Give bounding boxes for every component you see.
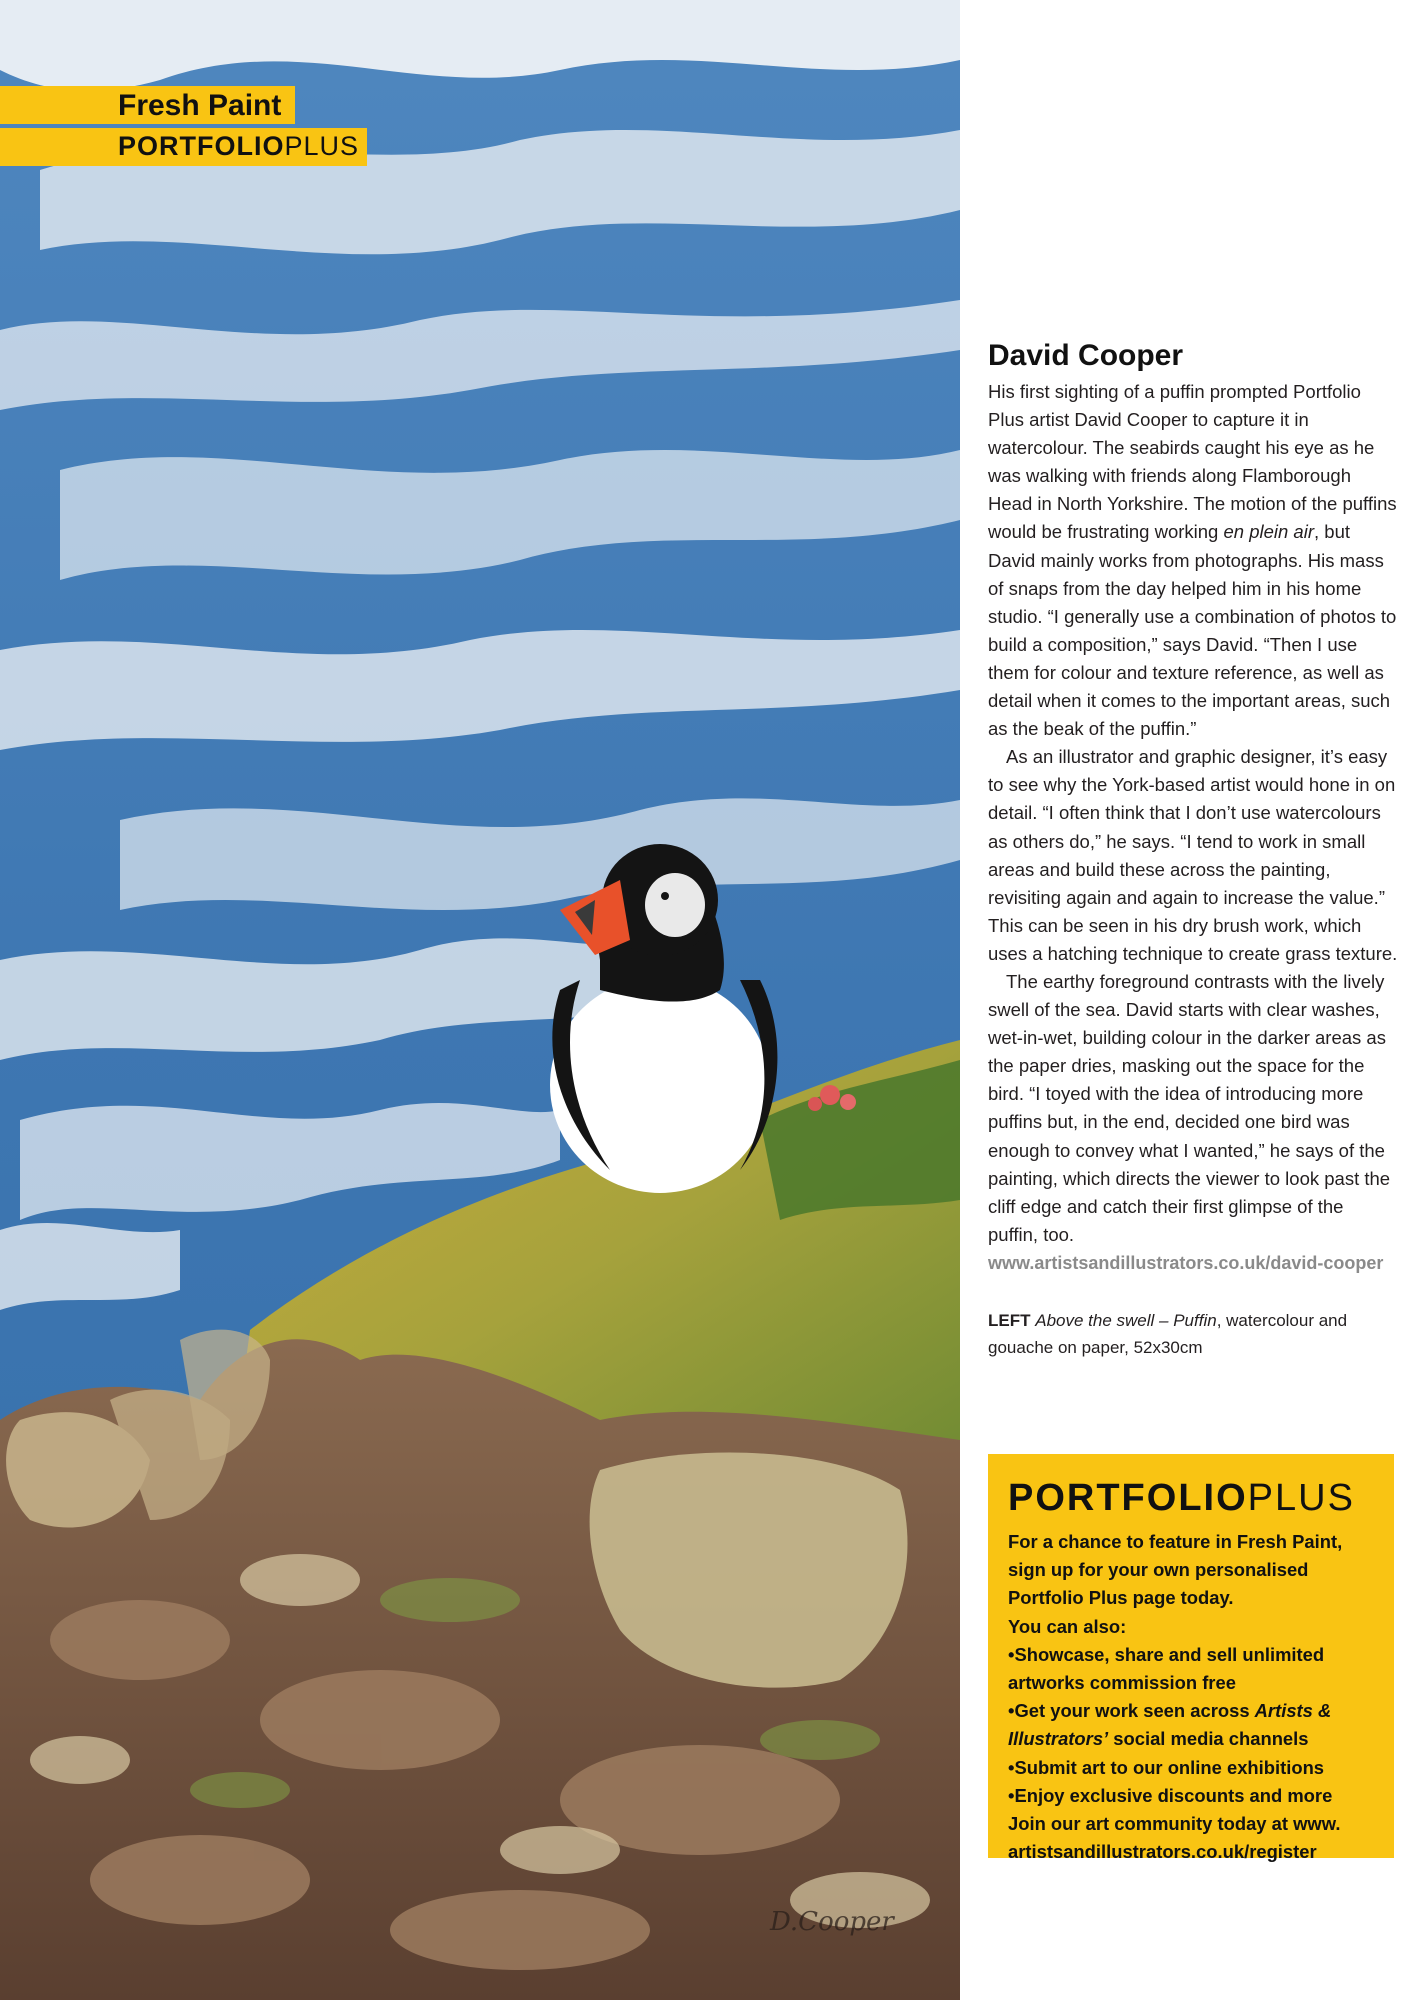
paragraph-2: As an illustrator and graphic designer, it’s easy to see why the York-based artist would hone in on detail. “I often think that I don’t use watercolours as others do,” he says. “I tend to work in small areas and build these across the painting, revisiting again and again to increase the value.” This can be seen in his dry brush work, which uses a hatching technique to create grass texture. [988, 746, 1398, 964]
paragraph-1-italic: en plein air [1223, 521, 1314, 543]
promo-benefit: • Showcase, share and sell unlimited artworks commission free [1008, 1641, 1374, 1697]
portfolio-plus-promo-box [988, 1454, 1394, 1863]
promo-title-bold: PORTFOLIO [1008, 1477, 1248, 1519]
artist-url-link[interactable]: www.artistsandillustrators.co.uk/david-cooper [988, 1252, 1384, 1273]
brand-label-light: PLUS [284, 131, 360, 161]
brand-label-bold: PORTFOLIO [118, 131, 285, 161]
article [988, 336, 1398, 1361]
section-tag [0, 86, 367, 166]
promo-benefit [1008, 1697, 1374, 1753]
caption-title: Above the swell – Puffin [1035, 1310, 1217, 1330]
paragraph-1-start: His first sighting of a puffin prompted Portfolio Plus artist David Cooper to capture it in watercolour. The seabirds caught his eye as he was walking with friends along Flamborough Head in North Yorkshire. The motion of the puffins would be frustrating working [988, 381, 1397, 543]
artist-name: David Cooper [988, 339, 1184, 372]
promo-benefit-2-end: social media channels [1108, 1728, 1309, 1750]
paragraph-1 [988, 378, 1398, 743]
paragraph-1-end: , but David mainly works from photographs. His mass of snaps from the day helped him in his home studio. “I generally use a combination of photos to build a composition,” says David. “Then I use them for colour and texture reference, as well as detail when it comes to the important areas, such as the beak of the puffin.” [988, 521, 1397, 740]
promo-join-link[interactable]: Join our art community today at www. artistsandillustrators.co.uk/register [1008, 1813, 1341, 1863]
promo-benefits-list [1008, 1641, 1374, 1810]
promo-also: You can also: [1008, 1615, 1127, 1637]
promo-benefit: • Enjoy exclusive discounts and more [1008, 1782, 1374, 1810]
painting-caption [988, 1307, 1398, 1361]
promo-title [1008, 1476, 1374, 1520]
promo-benefit: • Submit art to our online exhibitions [1008, 1754, 1374, 1782]
promo-benefit-2-start: Get your work seen across [1014, 1700, 1255, 1722]
section-title: Fresh Paint [0, 86, 295, 124]
promo-benefit-2-italic: Artists & Illustrators’ [1008, 1700, 1332, 1750]
brand-label [0, 128, 367, 166]
artist-signature: D.Cooper [770, 1907, 894, 1937]
promo-intro: For a chance to feature in Fresh Paint, sign up for your own personalised Portfolio Plus page today. [1008, 1531, 1343, 1609]
caption-direction: LEFT [988, 1310, 1031, 1330]
paragraph-3: The earthy foreground contrasts with the lively swell of the sea. David starts with clear washes, wet-in-wet, building colour in the darker areas as the paper dries, masking out the space for the bird. “I toyed with the idea of introducing more puffins but, in the end, decided one bird was enough to convey what I wanted,” he says of the painting, which directs the viewer to look past the cliff edge and catch their first glimpse of the puffin, too. [988, 970, 1391, 1245]
promo-title-light: PLUS [1247, 1477, 1355, 1519]
caption-details: , watercolour and gouache on paper, 52x30cm [988, 1310, 1348, 1357]
